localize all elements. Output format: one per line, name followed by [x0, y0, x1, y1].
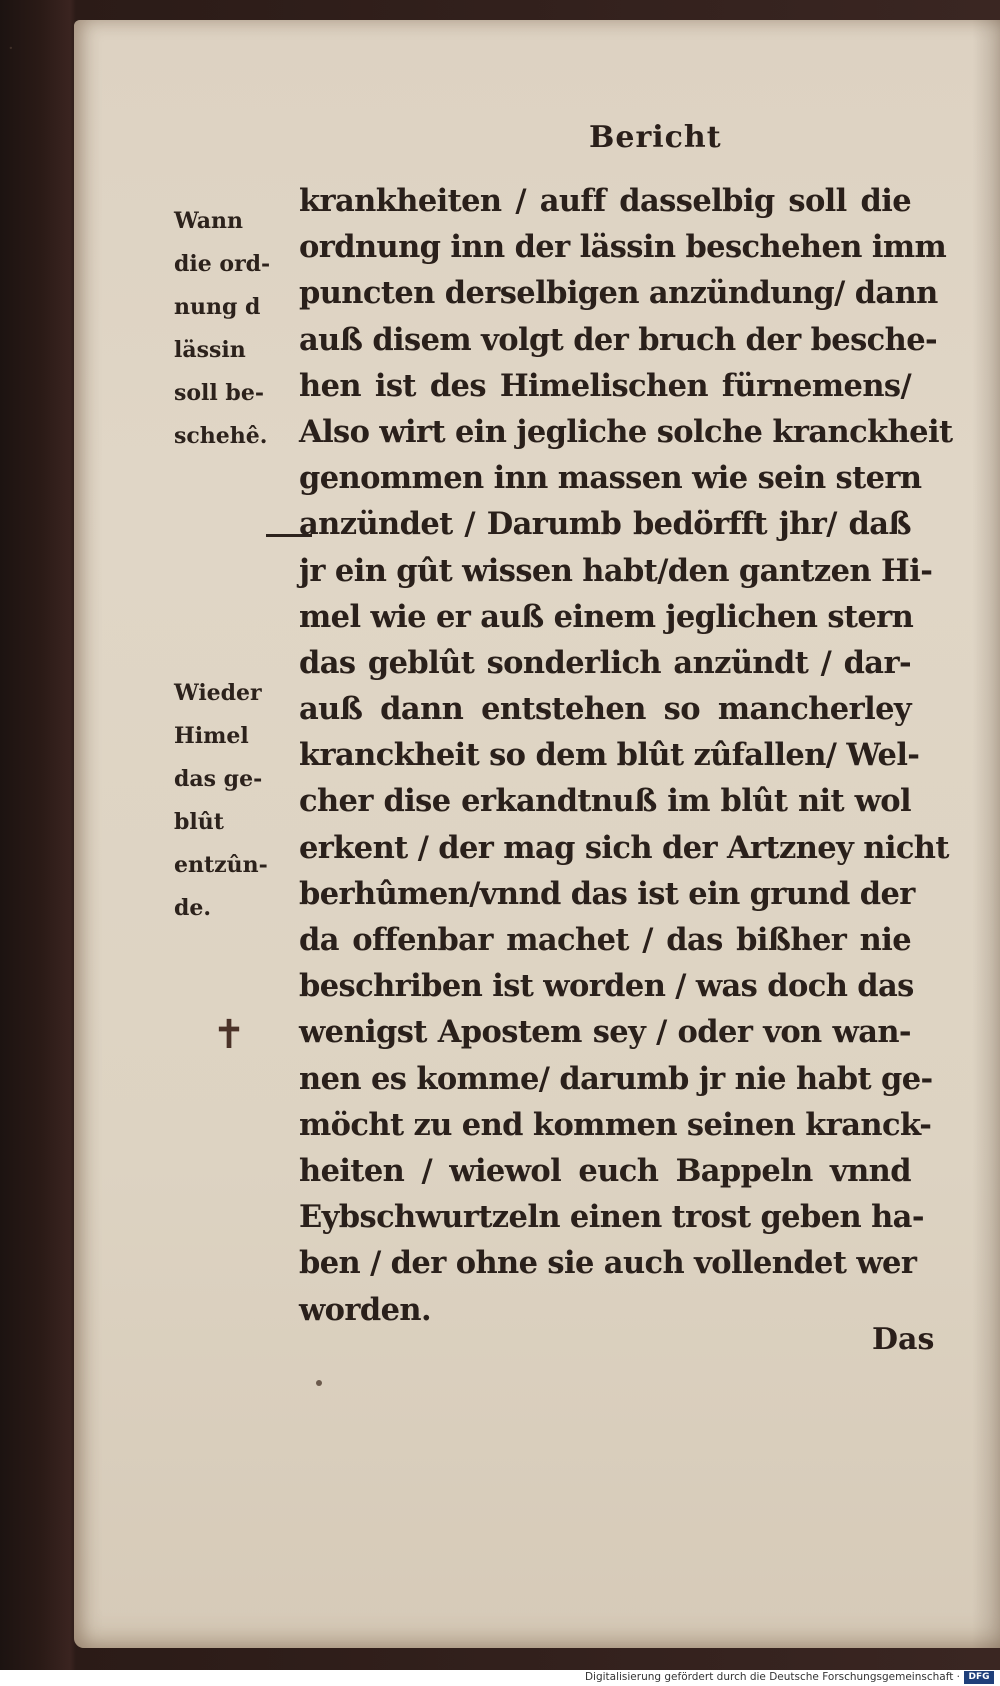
margin-line: Himel [174, 723, 249, 749]
text-line: beschriben ist worden / was doch das [299, 968, 914, 1005]
text-line: Eybschwurtzeln einen trost geben ha- [299, 1199, 924, 1236]
text-line: auß disem volgt der bruch der besche- [299, 321, 938, 358]
margin-line: soll be- [174, 380, 264, 406]
text-line: jr ein gût wissen habt/den gantzen Hi- [299, 552, 933, 589]
text-line: ordnung inn der lässin beschehen imm [299, 229, 947, 266]
text-line: erkent / der mag sich der Artzney nicht [299, 829, 949, 866]
book-page [74, 20, 1000, 1648]
text-line: heiten / wiewol euch Bappeln vnnd [299, 1152, 911, 1189]
margin-line: das ge- [174, 766, 263, 792]
text-line: worden. [299, 1291, 431, 1328]
body-text [299, 178, 953, 1333]
margin-line: nung d [174, 294, 261, 320]
text-line: ben / der ohne sie auch vollendet wer [299, 1245, 917, 1282]
margin-line: lässin [174, 337, 246, 363]
text-line: berhûmen/vnnd das ist ein grund der [299, 875, 915, 912]
margin-note-himel [174, 672, 294, 930]
running-head: Bericht [589, 120, 722, 155]
corner-mark: · [8, 38, 14, 59]
catchword: Das [872, 1322, 935, 1357]
text-line: möcht zu end kommen seinen kranck- [299, 1106, 932, 1143]
dfg-logo: DFG [964, 1671, 994, 1684]
text-line: hen ist des Himelischen fürnemens/ [299, 367, 911, 404]
text-line: puncten derselbigen anzündung/ dann [299, 275, 938, 312]
text-line: genommen inn massen wie sein stern [299, 460, 922, 497]
margin-line: Wieder [174, 680, 262, 706]
margin-line: schehê. [174, 423, 268, 449]
text-line: auß dann entstehen so mancherley [299, 691, 911, 728]
text-line: nen es komme/ darumb jr nie habt ge- [299, 1060, 933, 1097]
footer-credit: Digitalisierung gefördert durch die Deutsche Forschungsgemeinschaft · [584, 1671, 960, 1683]
text-line: mel wie er auß einem jeglichen stern [299, 598, 914, 635]
text-line: das geblût sonderlich anzündt / dar- [299, 644, 911, 681]
text-line: kranckheit so dem blût zûfallen/ Wel- [299, 737, 920, 774]
text-line: Also wirt ein jegliche solche kranckheit [299, 413, 953, 450]
ink-spot [316, 1380, 322, 1386]
text-line: da offenbar machet / das bißher nie [299, 922, 911, 958]
page-edge-shadow [972, 20, 1000, 1648]
cross-mark-icon: ✝ [212, 1012, 246, 1058]
margin-note-ordnung [174, 200, 294, 458]
margin-line: Wann [174, 208, 244, 234]
margin-line: entzûn- [174, 852, 268, 878]
margin-line: de. [174, 895, 212, 921]
text-line: wenigst Apostem sey / oder von wan- [299, 1014, 911, 1051]
text-line: cher dise erkandtnuß im blût nit wol [299, 783, 911, 820]
text-line: krankheiten / auff dasselbig soll die [299, 183, 911, 219]
text-line: anzündet / Darumb bedörfft jhr/ daß [299, 506, 911, 543]
margin-line: blût [174, 809, 224, 835]
margin-line: die ord- [174, 251, 271, 277]
